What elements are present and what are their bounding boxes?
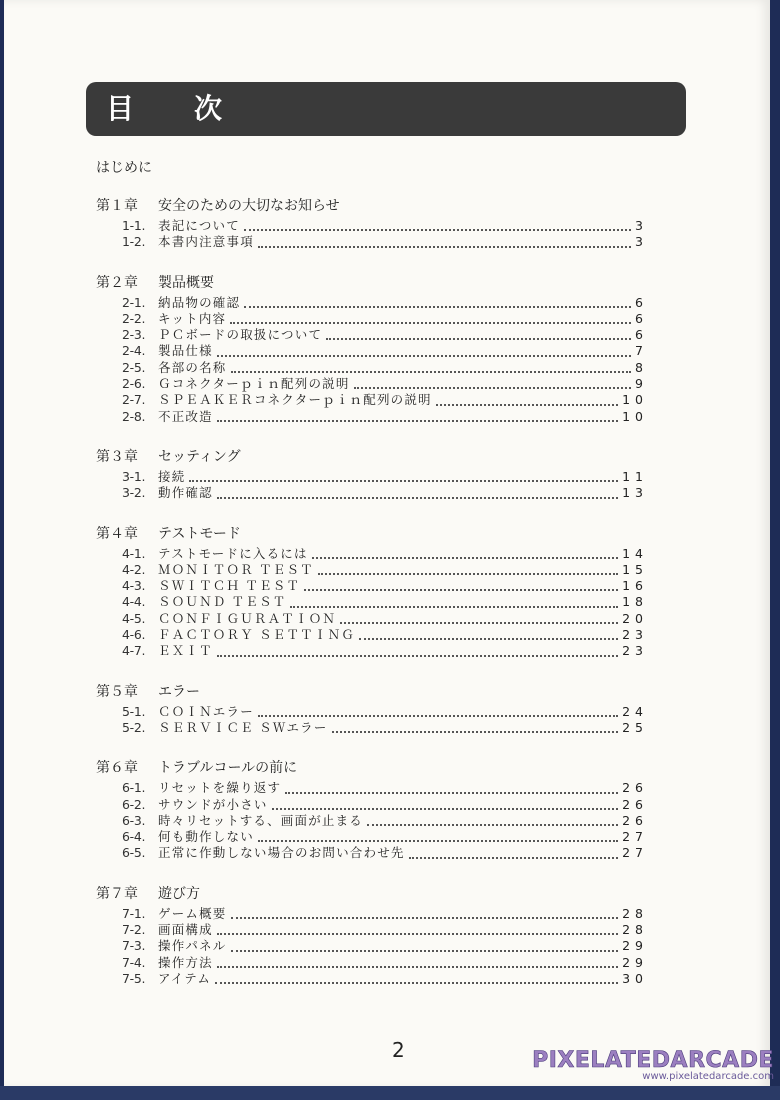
dot-leader: [436, 389, 618, 405]
entry-label: 納品物の確認: [158, 294, 241, 310]
chapter-number: 第５章: [96, 683, 138, 700]
entry-number: 1-1.: [122, 218, 146, 233]
entry-number: 6-4.: [122, 829, 146, 845]
dot-leader: [359, 624, 618, 640]
entry-page-number: 3: [635, 218, 648, 233]
chapter-title: トラブルコールの前に: [158, 760, 298, 777]
chapter-section: [96, 273, 648, 425]
entry-page-number: 10: [622, 408, 648, 424]
entry-label: 動作確認: [158, 485, 213, 501]
chapter-section: [96, 524, 648, 660]
toc-entry: [96, 485, 648, 501]
chapter-number: 第４章: [96, 525, 138, 542]
chapter-heading: [96, 682, 648, 702]
toc-entry: [96, 845, 648, 861]
dot-leader: [332, 717, 619, 733]
entry-page-number: 23: [622, 643, 648, 659]
chapter-title: エラー: [158, 683, 200, 700]
entry-page-number: 26: [622, 812, 648, 828]
entry-number: 7-5.: [122, 970, 146, 986]
chapter-section: [96, 758, 648, 861]
dot-leader: [354, 373, 631, 389]
dot-leader: [272, 794, 618, 810]
entry-number: 6-1.: [122, 780, 146, 796]
entry-number: 7-2.: [122, 922, 146, 938]
manual-page: [4, 0, 770, 1088]
entry-page-number: 27: [622, 829, 648, 845]
chapter-section: [96, 682, 648, 737]
entry-number: 7-4.: [122, 954, 146, 970]
entry-number: 4-7.: [122, 643, 146, 659]
dot-leader: [217, 340, 631, 356]
chapter-section: [96, 196, 648, 251]
entry-number: 2-4.: [122, 343, 146, 359]
entry-label: 本書内注意事項: [158, 234, 254, 250]
entry-page-number: 7: [635, 343, 648, 359]
entry-number: 2-7.: [122, 392, 146, 408]
dot-leader: [231, 935, 619, 951]
entry-label: 各部の名称: [158, 359, 227, 375]
entry-page-number: 27: [622, 845, 648, 861]
entry-number: 3-1.: [122, 468, 146, 484]
entry-label: ＳＷＩＴＣＨ ＴＥＳＴ: [158, 578, 301, 594]
entry-page-number: 8: [635, 359, 648, 375]
entry-number: 5-1.: [122, 703, 146, 719]
entry-page-number: 9: [635, 376, 648, 392]
entry-label: Ｇコネクターｐｉｎ配列の説明: [158, 376, 350, 392]
chapter-title: 遊び方: [158, 885, 200, 902]
chapter-number: 第２章: [96, 274, 138, 291]
entry-page-number: 26: [622, 796, 648, 812]
entry-label: ＰＣボードの取扱について: [158, 327, 323, 343]
entry-label: アイテム: [158, 970, 212, 986]
entry-label: 製品仕様: [158, 343, 213, 359]
chapter-heading: [96, 447, 648, 467]
watermark-url: www.pixelatedarcade.com: [642, 1071, 774, 1082]
entry-number: 2-3.: [122, 327, 146, 343]
entry-page-number: 10: [622, 392, 648, 408]
chapter-heading: [96, 273, 648, 293]
chapter-section: [96, 884, 648, 987]
entry-label: ゲーム概要: [158, 905, 227, 921]
dot-leader: [290, 591, 618, 607]
entry-page-number: 13: [622, 485, 648, 501]
watermark-logo: PIXELATEDARCADE: [532, 1048, 774, 1073]
dot-leader: [231, 357, 632, 373]
entry-label: 画面構成: [158, 922, 213, 938]
chapter-title: テストモード: [158, 525, 241, 542]
dot-leader: [189, 466, 618, 482]
entry-page-number: 6: [635, 327, 648, 343]
entry-page-number: 14: [622, 545, 648, 561]
entry-label: 表記について: [158, 218, 240, 233]
dot-leader: [230, 308, 631, 324]
chapter-number: 第７章: [96, 885, 138, 902]
chapter-title: セッティング: [158, 448, 241, 465]
entry-page-number: 20: [622, 610, 648, 626]
chapter-heading: [96, 884, 648, 904]
chapter-heading: [96, 524, 648, 544]
page-title: 目 次: [86, 82, 686, 136]
dot-leader: [244, 215, 631, 231]
entry-page-number: 25: [622, 719, 648, 735]
entry-page-number: 6: [635, 310, 648, 326]
entry-page-number: 30: [622, 970, 648, 986]
chapter-heading: [96, 196, 648, 216]
entry-page-number: 29: [622, 938, 648, 954]
entry-number: 4-4.: [122, 594, 146, 610]
entry-number: 4-5.: [122, 610, 146, 626]
dot-leader: [318, 559, 618, 575]
toc-entry: [96, 971, 648, 987]
entry-label: ＭＯＮＩＴＯＲ ＴＥＳＴ: [158, 561, 314, 577]
entry-label: サウンドが小さい: [158, 796, 268, 812]
entry-page-number: 16: [622, 578, 648, 594]
dot-leader: [258, 231, 631, 247]
entry-label: 操作パネル: [158, 938, 227, 954]
entry-number: 4-2.: [122, 561, 146, 577]
dot-leader: [217, 952, 618, 968]
chapter-number: 第１章: [96, 198, 138, 214]
entry-label: ＣＯＩＮエラー: [158, 703, 254, 719]
entry-number: 2-8.: [122, 408, 146, 424]
entry-label: 不正改造: [158, 408, 213, 424]
entry-number: 3-2.: [122, 485, 146, 501]
intro-heading: はじめに: [96, 160, 152, 176]
entry-number: 2-2.: [122, 310, 146, 326]
entry-label: 時々リセットする、画面が止まる: [158, 812, 364, 828]
dot-leader: [258, 826, 618, 842]
entry-label: ＳＯＵＮＤ ＴＥＳＴ: [158, 594, 287, 610]
entry-number: 4-3.: [122, 578, 146, 594]
entry-number: 4-1.: [122, 545, 146, 561]
entry-page-number: 26: [622, 780, 648, 796]
entry-page-number: 18: [622, 594, 648, 610]
toc-entry: [96, 643, 648, 659]
dot-leader: [217, 406, 618, 422]
dot-leader: [409, 842, 618, 858]
chapter-title: 製品概要: [158, 274, 214, 291]
entry-label: テストモードに入るには: [158, 545, 308, 561]
page-number: 2: [392, 1038, 405, 1062]
entry-page-number: 28: [622, 905, 648, 921]
chapter-number: 第３章: [96, 448, 138, 465]
dot-leader: [215, 968, 618, 984]
chapter-section: [96, 447, 648, 502]
entry-number: 6-3.: [122, 812, 146, 828]
entry-page-number: 24: [622, 703, 648, 719]
entry-label: 接続: [158, 468, 186, 484]
entry-label: ＣＯＮＦＩＧＵＲＡＴＩＯＮ: [158, 610, 337, 626]
dot-leader: [367, 810, 618, 826]
entry-page-number: 15: [622, 561, 648, 577]
entry-page-number: 6: [635, 294, 648, 310]
entry-label: ＦＡＣＴＯＲＹ ＳＥＴＴＩＮＧ: [158, 627, 355, 643]
entry-label: ＳＰＥＡＫＥＲコネクターｐｉｎ配列の説明: [158, 392, 432, 408]
dot-leader: [258, 701, 618, 717]
dot-leader: [285, 777, 618, 793]
entry-page-number: 29: [622, 954, 648, 970]
entry-number: 2-5.: [122, 359, 146, 375]
dot-leader: [231, 903, 619, 919]
chapter-title: 安全のための大切なお知らせ: [158, 198, 340, 214]
dot-leader: [244, 292, 631, 308]
entry-number: 6-5.: [122, 845, 146, 861]
toc-entry: [96, 720, 648, 736]
chapter-number: 第６章: [96, 760, 138, 777]
dot-leader: [304, 575, 618, 591]
entry-label: 何も動作しない: [158, 829, 254, 845]
entry-label: 操作方法: [158, 954, 213, 970]
dot-leader: [217, 640, 618, 656]
entry-number: 1-2.: [122, 234, 146, 250]
toc-entry: [96, 234, 648, 250]
entry-number: 2-1.: [122, 294, 146, 310]
dot-leader: [312, 543, 618, 559]
entry-number: 5-2.: [122, 719, 146, 735]
dot-leader: [326, 324, 631, 340]
entry-number: 7-3.: [122, 938, 146, 954]
entry-page-number: 11: [622, 468, 648, 484]
entry-label: 正常に作動しない場合のお問い合わせ先: [158, 845, 405, 861]
entry-page-number: 23: [622, 627, 648, 643]
dot-leader: [217, 919, 618, 935]
entry-number: 2-6.: [122, 376, 146, 392]
dot-leader: [217, 482, 618, 498]
entry-number: 7-1.: [122, 905, 146, 921]
table-of-contents: [96, 196, 648, 1009]
entry-number: 4-6.: [122, 627, 146, 643]
entry-page-number: 3: [635, 234, 648, 250]
page-edge: [0, 1086, 780, 1100]
entry-page-number: 28: [622, 922, 648, 938]
toc-entry: [96, 409, 648, 425]
chapter-heading: [96, 758, 648, 778]
dot-leader: [340, 608, 618, 624]
entry-label: ＳＥＲＶＩＣＥ ＳＷエラー: [158, 719, 328, 735]
watermark: [532, 1048, 774, 1082]
entry-label: キット内容: [158, 310, 227, 326]
entry-number: 6-2.: [122, 796, 146, 812]
entry-label: リセットを繰り返す: [158, 780, 282, 796]
entry-label: ＥＸＩＴ: [158, 643, 213, 659]
